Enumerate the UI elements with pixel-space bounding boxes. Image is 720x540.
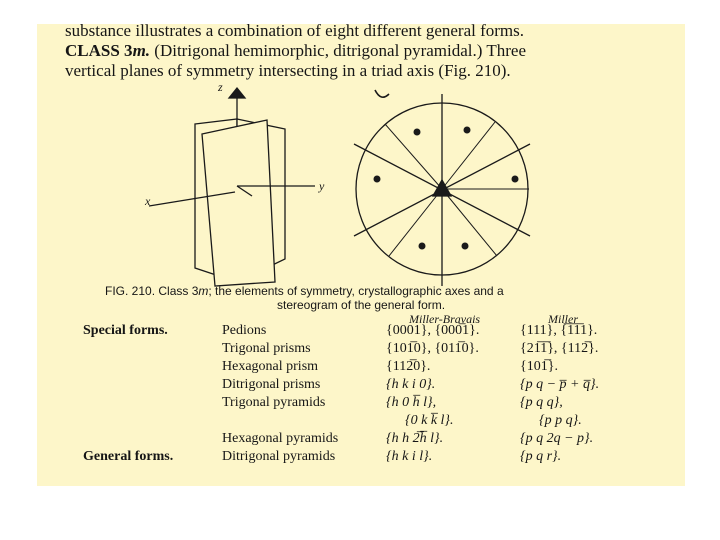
radial-line (385, 124, 442, 189)
miller-bravais-indices: {h k i 0}. (386, 377, 436, 392)
face-pole (419, 243, 426, 250)
figure-210 (37, 24, 685, 486)
face-pole (374, 176, 381, 183)
figure-caption (105, 284, 504, 298)
class-label: CLASS 3 (65, 41, 133, 60)
form-name: Ditrigonal prisms (222, 377, 321, 392)
form-name: Pedions (222, 323, 267, 338)
miller-indices: {p q 2q − p}. (520, 431, 594, 446)
miller-bravais-indices: {101̅0}, {011̅0}. (386, 341, 479, 356)
triad-symbol (229, 88, 245, 98)
miller-bravais-indices: {h k i l}. (386, 449, 433, 464)
text-line-3: vertical planes of symmetry intersecting in a triad axis (Fig. 210). (65, 61, 511, 80)
face-pole (462, 243, 469, 250)
face-pole (414, 129, 421, 136)
miller-bravais-indices: {112̅0}. (386, 359, 431, 374)
stereogram (354, 90, 530, 286)
special-forms-label: Special forms. (83, 323, 168, 338)
miller-bravais-indices: {0 k k̅ l}. (405, 413, 454, 428)
form-name: Trigonal prisms (222, 341, 311, 356)
face-pole (512, 176, 519, 183)
miller-bravais-indices: {0001}, {000̅1}. (386, 323, 480, 338)
radial-line (389, 189, 442, 256)
crescent-mark (375, 90, 389, 97)
text-line-1: substance illustrates a combination of eight different general forms. (65, 21, 525, 40)
form-name: Trigonal pyramids (222, 395, 326, 410)
miller-bravais-indices: {h 0 h̅ l}, (386, 395, 437, 410)
column-header-miller-bravais: Miller-Bravais (409, 312, 481, 326)
figure-caption-line2: stereogram of the general form. (277, 298, 446, 312)
miller-indices: {p q q}, (520, 395, 563, 410)
miller-indices: {p p q}. (539, 413, 582, 428)
form-name: Hexagonal prism (222, 359, 319, 374)
caption-fig-label: FIG. 210. Class 3 (105, 284, 199, 298)
face-pole (464, 127, 471, 134)
miller-indices: {101̅}. (520, 359, 558, 374)
axis-label-z: z (218, 80, 223, 94)
miller-indices: {p q r}. (520, 449, 562, 464)
class-description: (Ditrigonal hemimorphic, ditrigonal pyramidal.) Three (150, 41, 526, 60)
miller-indices: {p q − p̅ + q̅}. (520, 377, 600, 392)
form-name: Ditrigonal pyramids (222, 449, 336, 464)
symmetry-plane (202, 120, 275, 286)
caption-text: ; the elements of symmetry, crystallographic axes and a (208, 284, 504, 298)
radial-line (442, 189, 497, 256)
miller-indices: {111}, {̅1̅1̅1}. (520, 323, 598, 338)
general-forms-label: General forms. (83, 449, 174, 464)
column-header-miller: Miller (548, 312, 578, 326)
caption-m: m (198, 284, 209, 298)
form-name: Hexagonal pyramids (222, 431, 339, 446)
scanned-page (37, 21, 685, 486)
axis-label-y: y (319, 179, 325, 193)
miller-indices: {21̅1̅}, {112̅}. (520, 341, 599, 356)
symmetry-planes-diagram (149, 88, 315, 286)
class-m: m. (132, 41, 151, 60)
miller-bravais-indices: {h h 2̅h̅ l}. (386, 431, 444, 446)
axis-label-x: x (145, 194, 151, 208)
